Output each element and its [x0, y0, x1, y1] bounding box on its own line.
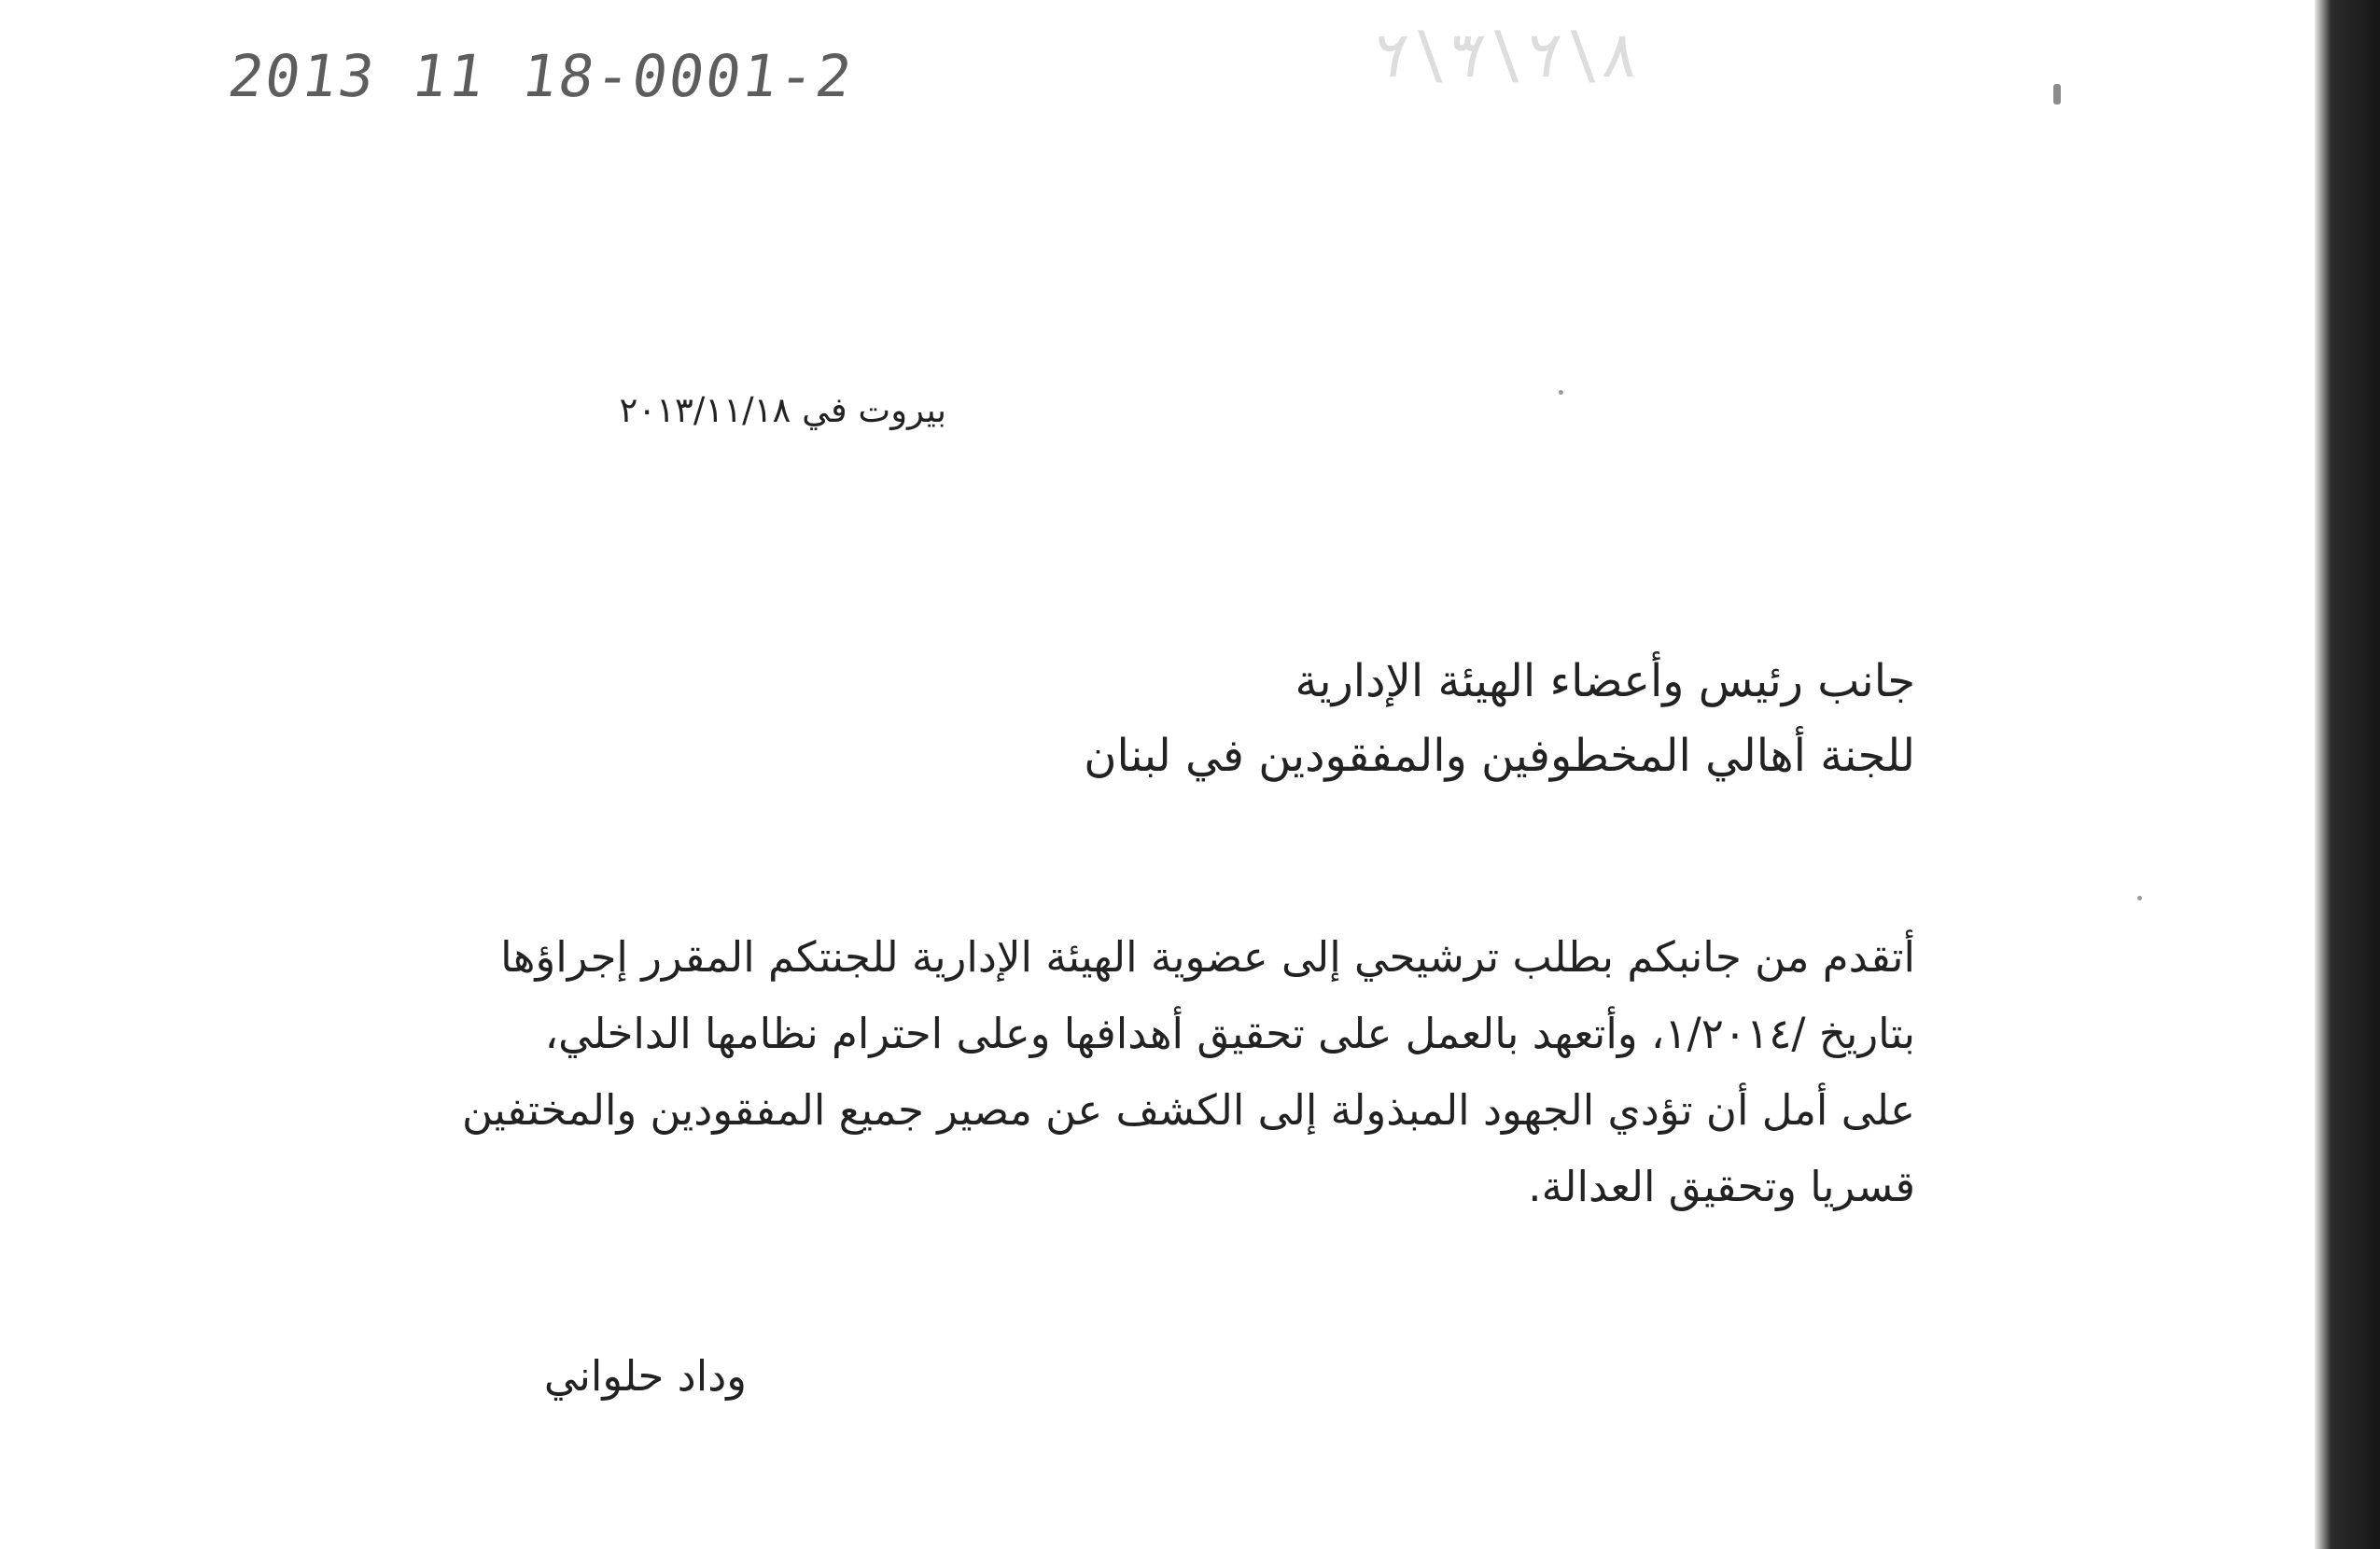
body-line-1: أتقدم من جانبكم بطلب ترشيحي إلى عضوية الهيئة الإدارية للجنتكم المقرر إجراؤها	[500, 932, 1915, 982]
faint-stamp-mark: ٨/٢/٣/٢	[1367, 19, 1644, 92]
handwritten-reference-number: 2013 11 18-0001-2	[223, 42, 858, 110]
scan-mark	[2053, 84, 2061, 105]
body-line-2: بتاريخ /١/٢٠١٤، وأتعهد بالعمل على تحقيق أهدافها وعلى احترام نظامها الداخلي،	[544, 1009, 1915, 1058]
scanner-edge	[2315, 0, 2380, 1549]
signature-name: وداد حلواني	[543, 1351, 747, 1401]
scan-speck	[2137, 896, 2142, 900]
body-line-3: على أمل أن تؤدي الجهود المبذولة إلى الكشف عن مصير جميع المفقودين والمختفين	[462, 1085, 1915, 1135]
recipient-line-2: للجنة أهالي المخطوفين والمفقودين في لبنان	[1084, 730, 1915, 782]
recipient-line-1: جانب رئيس وأعضاء الهيئة الإدارية	[1295, 655, 1915, 707]
body-line-4: قسريا وتحقيق العدالة.	[1528, 1162, 1915, 1211]
letter-date: بيروت في ٢٠١٣/١١/١٨	[619, 390, 946, 430]
scan-speck	[1559, 390, 1563, 395]
